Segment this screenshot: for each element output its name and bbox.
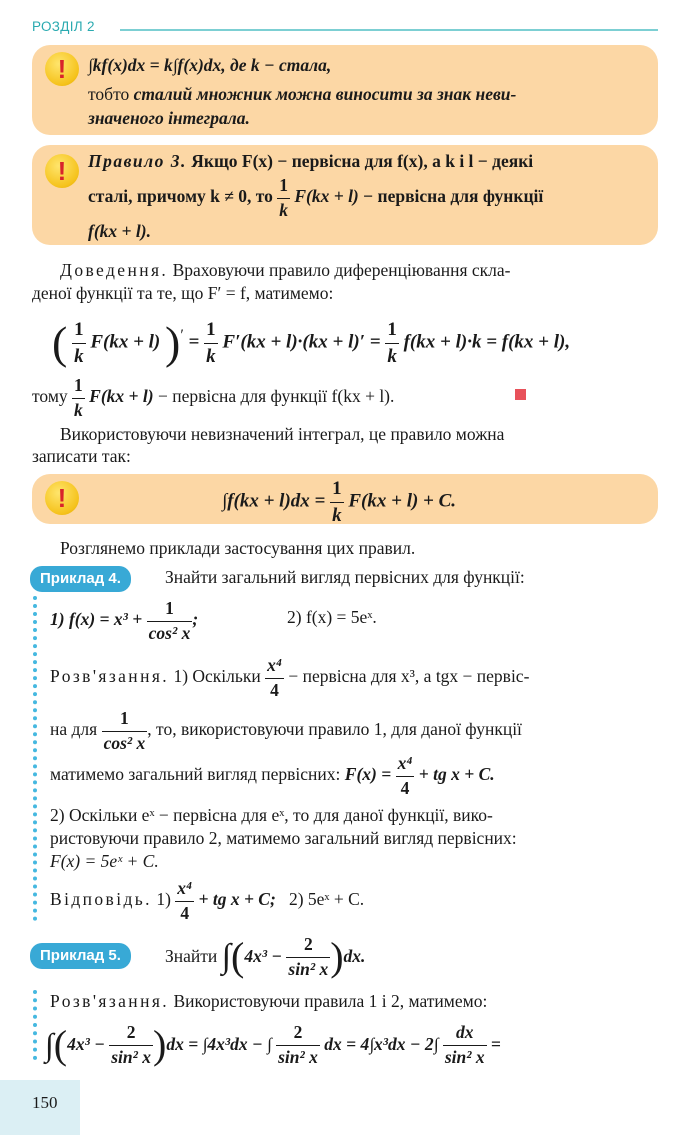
box1-line3: значеного інтеграла. [88, 108, 250, 128]
exclamation-icon: ! [45, 52, 79, 86]
box1-line2: тобто сталий множник можна виносити за знак неви- [88, 84, 517, 104]
example-4-task: Знайти загальний вигляд первісних для функції: [165, 567, 525, 587]
integral-rule-formula: ∫f(kx + l)dx = $\frac{1}{k}$ F(kx + l) + C. [222, 478, 457, 526]
example-4-part2-line2: ристовуючи правило 2, матимемо загальний вигляд первісних: [50, 828, 517, 848]
section-label: РОЗДІЛ 2 [32, 19, 95, 34]
example-4-dotted-rule [33, 596, 40, 921]
proof-line2: деної функції та те, що F′ = f, матимемо: [32, 283, 334, 303]
exclamation-icon: ! [45, 154, 79, 188]
qed-square-icon [515, 389, 526, 400]
example-4-solution-line1: Розв'язання. 1) Оскільки $\frac{\text{x⁴}}{4}$ − первісна для x³, а tgx − первіс- [50, 655, 530, 700]
proof-line1: Доведення. Враховуючи правило диференціювання скла- [60, 260, 511, 280]
exclamation-icon: ! [45, 481, 79, 515]
example-4-item2: 2) f(x) = 5eˣ. [287, 607, 377, 627]
example-5-task: Знайти ∫(4x³ − $\frac{2}{\text{sin² x}}$ )dx. [165, 933, 366, 979]
example-5-solution-line1: Розв'язання. Використовуючи правила 1 і 2, матимемо: [50, 991, 488, 1011]
example-4-badge: Приклад 4. [30, 566, 131, 592]
example-4-answer: Відповідь. 1) $\frac{\text{x⁴}}{4}$ + tg x + C; 2) 5eˣ + C. [50, 878, 365, 923]
constant-factor-formula: ∫kf(x)dx = k∫f(x)dx, де k − стала, [88, 55, 332, 75]
example-4-item1: 1) f(x) = x³ + $\frac{1}{\text{cos² x}}$ ; [50, 598, 199, 643]
rule3-line2: сталі, причому k ≠ 0, то $\frac{1}{k}$ F(kx + l) − первісна для функції [88, 175, 544, 220]
rule3-line3: f(kx + l). [88, 221, 151, 241]
page-number-tab [0, 1080, 80, 1135]
section-divider [120, 29, 658, 31]
example-5-badge: Приклад 5. [30, 943, 131, 969]
rule3-line1: Правило 3. Якщо F(x) − первісна для f(x), а k і l − деякі [88, 151, 534, 171]
example-4-solution-line2: на для $\frac{1}{\text{cos² x}}$ , то, використовуючи правило 1, для даної функції [50, 708, 522, 753]
proof-conclusion: тому $\frac{1}{k}$ F(kx + l) − первісна для функції f(kx + l). [32, 375, 395, 420]
example-5-dotted-rule [33, 990, 40, 1060]
example-5-solution-formula: ∫(4x³ − $\frac{2}{\text{sin² x}}$ )dx = ∫4x³dx − ∫ $\frac{2}{\text{sin² x}}$ dx = 4∫x³dx − 2∫ $\frac{dx}{\text{sin² x}}$ = [45, 1021, 501, 1067]
example-4-part2-line3: F(x) = 5eˣ + C. [50, 851, 159, 871]
page-number: 150 [32, 1093, 58, 1112]
examples-intro: Розглянемо приклади застосування цих правил. [60, 538, 416, 558]
integral-intro-line1: Використовуючи невизначений інтеграл, це правило можна [60, 424, 505, 444]
example-4-part2-line1: 2) Оскільки eˣ − первісна для eˣ, то для даної функції, вико- [50, 805, 493, 825]
example-4-solution-line3: матимемо загальний вигляд первісних: F(x) = $\frac{\text{x⁴}}{4}$ + tg x + C. [50, 753, 495, 798]
integral-intro-line2: записати так: [32, 446, 131, 466]
proof-derivative-formula: ( $\frac{1}{k}$ F(kx + l) )′ = $\frac{1}{k}$ F′(kx + l)·(kx + l)′ = $\frac{1}{k}$ f(kx + l)·k = f(kx + l), [52, 317, 571, 368]
